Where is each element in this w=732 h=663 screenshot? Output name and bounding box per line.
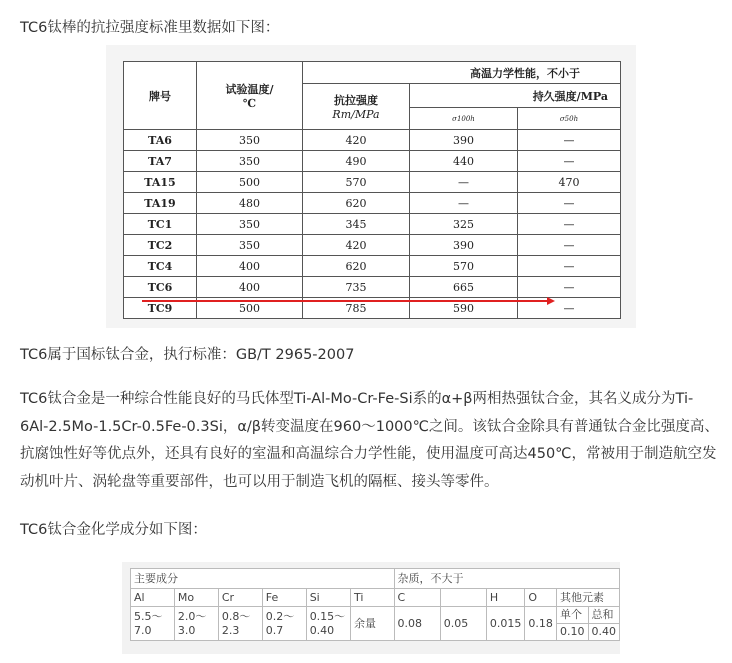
table-row: [124, 214, 621, 235]
table-row: [124, 193, 621, 214]
standard-paragraph: TC6属于国标钛合金，执行标准：GB/T 2965-2007: [20, 347, 355, 363]
table-cell: 400: [197, 277, 303, 298]
table-cell: 480: [197, 193, 303, 214]
element-header-cell: Cr: [218, 589, 262, 607]
element-header-cell: Al: [131, 589, 175, 607]
table-cell: TC6: [124, 277, 197, 298]
table-cell: 570: [410, 256, 518, 277]
header-sigma-100h: σ100h: [410, 108, 518, 130]
composition-value-cell: 余量: [350, 607, 394, 641]
intro-paragraph: TC6钛棒的抗拉强度标准里数据如下图：: [20, 20, 280, 36]
header-test-temperature: [197, 62, 303, 130]
table-cell: —: [518, 235, 621, 256]
description-paragraph: TC6钛合金是一种综合性能良好的马氏体型Ti-Al-Mo-Cr-Fe-Si系的α+β两相热强钛合金，其名义成分为Ti-6Al-2.5Mo-1.5Cr-0.5Fe-0.3Si，α/β转变温度在960～1000℃之间。该钛合金除具有普通钛合金比强度高、抗腐蚀性好等优点外，还具有良好的室温和高温综合力学性能，使用温度可高达450℃，常被用于制造航空发动机叶片、涡轮盘等重要部件，也可以用于制造飞机的隔框、接头等零件。: [20, 391, 719, 490]
composition-table: [130, 568, 620, 641]
table-cell: —: [410, 193, 518, 214]
composition-table-image: [122, 562, 620, 654]
table-cell: 500: [197, 298, 303, 319]
table-cell: —: [518, 130, 621, 151]
table-cell: —: [410, 172, 518, 193]
table-cell: 735: [303, 277, 410, 298]
header-test-temperature-label: 试验温度/: [225, 83, 274, 96]
composition-intro-paragraph: TC6钛合金化学成分如下图：: [20, 522, 207, 538]
table-cell: 500: [197, 172, 303, 193]
element-header-cell: O: [525, 589, 557, 607]
table-row: [124, 151, 621, 172]
table-cell: 350: [197, 214, 303, 235]
element-header-cell: C: [394, 589, 440, 607]
table-cell: —: [518, 277, 621, 298]
table-cell: 440: [410, 151, 518, 172]
table-cell: TC9: [124, 298, 197, 319]
element-header-cell: [440, 589, 486, 607]
table-cell: TA7: [124, 151, 197, 172]
table-row: [124, 256, 621, 277]
composition-value-cell: 0.015: [486, 607, 525, 641]
table-cell: —: [518, 151, 621, 172]
table-cell: 350: [197, 130, 303, 151]
header-sigma-50h: σ50h: [518, 108, 621, 130]
table-cell: 420: [303, 235, 410, 256]
table-cell: TC4: [124, 256, 197, 277]
header-main-components: 主要成分: [131, 569, 395, 589]
highlight-arrow-line: [142, 300, 549, 302]
table-cell: 390: [410, 235, 518, 256]
header-impurities: 杂质，不大于: [394, 569, 619, 589]
header-tensile-strength-label: 抗拉强度: [334, 94, 378, 107]
header-other-elements: 其他元素: [557, 589, 620, 607]
other-single-label: 单个: [557, 607, 588, 624]
table-cell: TA6: [124, 130, 197, 151]
composition-value-cell: 2.0～3.0: [174, 607, 218, 641]
header-high-temp-properties: 高温力学性能，不小于: [303, 62, 621, 84]
header-tensile-strength: [303, 84, 410, 130]
composition-value-cell: 0.2～0.7: [262, 607, 306, 641]
other-elements-cell: [557, 607, 620, 641]
element-header-cell: Fe: [262, 589, 306, 607]
table-cell: 345: [303, 214, 410, 235]
table-row: [124, 235, 621, 256]
table-cell: —: [518, 214, 621, 235]
table-cell: TA15: [124, 172, 197, 193]
table-row: [124, 172, 621, 193]
table-cell: 620: [303, 256, 410, 277]
table-cell: 490: [303, 151, 410, 172]
table-cell: 785: [303, 298, 410, 319]
table-cell: 350: [197, 235, 303, 256]
tensile-strength-table-image: [106, 45, 636, 328]
table-cell: TC1: [124, 214, 197, 235]
element-header-cell: Ti: [350, 589, 394, 607]
table-cell: 350: [197, 151, 303, 172]
element-header-cell: Mo: [174, 589, 218, 607]
table-row: [124, 277, 621, 298]
table-row: [124, 130, 621, 151]
table-cell: 570: [303, 172, 410, 193]
composition-value-cell: 0.8～2.3: [218, 607, 262, 641]
table-cell: —: [518, 193, 621, 214]
composition-value-cell: 5.5～7.0: [131, 607, 175, 641]
table-cell: 400: [197, 256, 303, 277]
table-cell: 665: [410, 277, 518, 298]
header-tensile-strength-unit: Rm/MPa: [332, 108, 380, 121]
table-cell: 390: [410, 130, 518, 151]
composition-value-cell: 0.05: [440, 607, 486, 641]
element-header-cell: Si: [306, 589, 350, 607]
table-cell: —: [518, 298, 621, 319]
table-cell: 620: [303, 193, 410, 214]
table-cell: TC2: [124, 235, 197, 256]
header-grade: 牌号: [124, 62, 197, 130]
other-total-label: 总和: [588, 607, 619, 624]
table-cell: —: [518, 256, 621, 277]
other-single-value: 0.10: [557, 624, 588, 641]
composition-value-cell: 0.15～0.40: [306, 607, 350, 641]
table-cell: 420: [303, 130, 410, 151]
composition-value-cell: 0.18: [525, 607, 557, 641]
table-cell: 470: [518, 172, 621, 193]
table-cell: 590: [410, 298, 518, 319]
element-header-cell: H: [486, 589, 525, 607]
tensile-strength-table: [123, 61, 621, 319]
header-test-temperature-unit: ℃: [242, 97, 257, 110]
table-cell: 325: [410, 214, 518, 235]
other-total-value: 0.40: [591, 625, 616, 638]
composition-value-cell: 0.08: [394, 607, 440, 641]
header-endurance-strength: 持久强度/MPa: [410, 84, 621, 108]
table-cell: TA19: [124, 193, 197, 214]
highlight-arrow-head: [547, 297, 555, 305]
